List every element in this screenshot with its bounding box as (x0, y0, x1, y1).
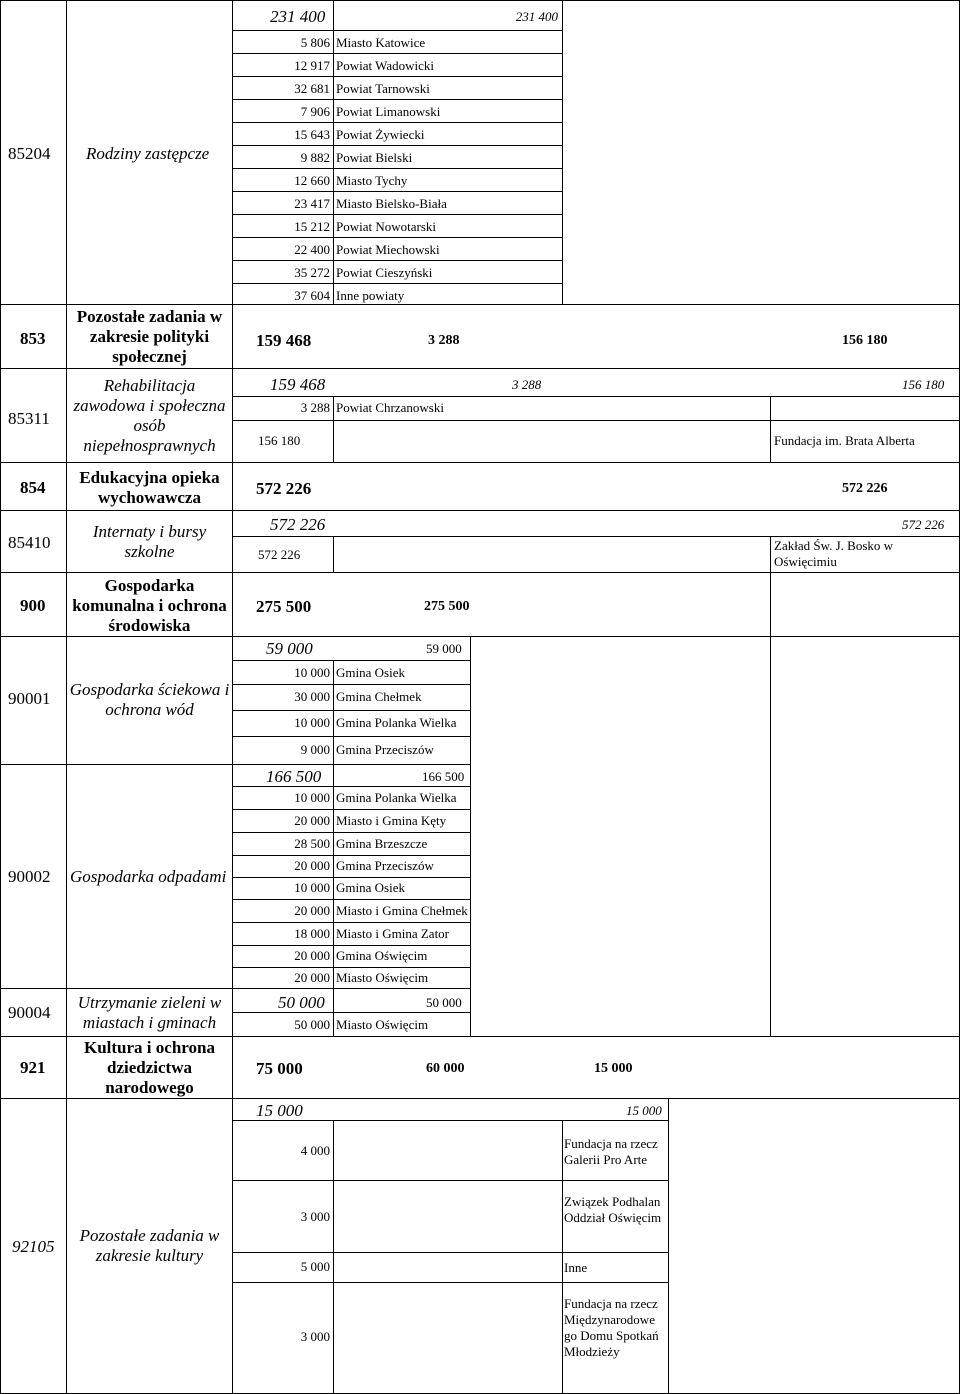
row-sep (232, 237, 563, 238)
row-total: 159 468 (256, 331, 312, 350)
row-name: Utrzymanie zieleni w miastach i gminach (77, 993, 222, 1032)
row-code: 90004 (8, 1003, 51, 1022)
row-name: Kultura i ochrona dziedzictwa narodowego (84, 1038, 215, 1097)
row-sep (232, 899, 471, 900)
entry-amount: 20 000 (294, 903, 330, 918)
row-total: 572 226 (270, 515, 326, 534)
row-sep (232, 764, 471, 765)
entry-amount: 9 882 (300, 150, 330, 165)
row-sep (232, 736, 471, 737)
row-code: 854 (20, 478, 46, 497)
row-sep (232, 462, 960, 463)
entry-recipient: Miasto Bielsko-Biała (336, 196, 447, 211)
row-sep (232, 283, 563, 284)
entry-recipient: Gmina Brzeszcze (336, 836, 428, 851)
row-value-a: 3 288 (428, 333, 460, 348)
col-sep-2 (232, 0, 233, 1394)
row-sep (232, 396, 960, 397)
entry-amount: 10 000 (294, 715, 330, 730)
row-code: 85410 (8, 533, 51, 552)
entry-recipient: Powiat Limanowski (336, 104, 441, 119)
row-total: 59 000 (266, 639, 313, 658)
row-subtotal: 231 400 (515, 9, 558, 24)
entry-amount: 12 660 (294, 173, 330, 188)
row-sep (232, 710, 471, 711)
row-sep (0, 510, 233, 511)
entry-recipient: Powiat Cieszyński (336, 265, 433, 280)
row-value-a: 3 288 (512, 377, 542, 392)
entry-recipient: Powiat Tarnowski (336, 81, 430, 96)
row-sep (232, 572, 960, 573)
row-total: 275 500 (256, 597, 312, 616)
row-name: Gospodarka komunalna i ochrona środowiska (72, 576, 227, 635)
row-sep (232, 30, 563, 31)
row-sep (0, 988, 233, 989)
row-sep (232, 945, 471, 946)
row-sep (232, 988, 471, 989)
row-sep (232, 260, 563, 261)
col-sep (333, 396, 334, 462)
entry-recipient: Miasto i Gmina Kęty (336, 813, 447, 828)
entry-recipient: Miasto Tychy (336, 173, 408, 188)
entry-amount: 20 000 (294, 858, 330, 873)
row-code: 921 (20, 1058, 46, 1077)
row-sep (232, 53, 563, 54)
row-code: 90001 (8, 689, 51, 708)
entry-recipient: Powiat Bielski (336, 150, 413, 165)
row-sep (232, 1120, 669, 1121)
entry-recipient: Inne powiaty (336, 288, 405, 303)
col-sep (333, 660, 334, 1036)
entry-recipient: Gmina Przeciszów (336, 742, 434, 757)
row-sep (232, 510, 960, 511)
entry-amount: 3 000 (300, 1329, 330, 1344)
row-sep (232, 1036, 960, 1037)
row-sep (0, 304, 233, 305)
row-code: 853 (20, 329, 46, 348)
entry-amount: 572 226 (258, 547, 301, 562)
entry-recipient: Powiat Wadowicki (336, 58, 435, 73)
entry-amount: 12 917 (294, 58, 330, 73)
row-sep (232, 99, 563, 100)
entry-recipient: Fundacja na rzecz Galerii Pro Arte (564, 1136, 658, 1167)
row-sep (232, 636, 960, 637)
row-subtotal: 59 000 (426, 641, 462, 656)
entry-recipient: Gmina Przeciszów (336, 858, 434, 873)
entry-recipient: Miasto Oświęcim (336, 970, 429, 985)
col-sep (333, 536, 334, 572)
entry-amount: 30 000 (294, 689, 330, 704)
row-total: 231 400 (270, 7, 326, 26)
entry-amount: 5 000 (300, 1259, 330, 1274)
entry-recipient: Związek Podhalan Oddział Oświęcim (564, 1194, 662, 1225)
entry-amount: 22 400 (294, 242, 330, 257)
row-sep (232, 536, 960, 537)
row-sep (232, 145, 563, 146)
entry-amount: 20 000 (294, 970, 330, 985)
entry-recipient: Miasto i Gmina Chełmek (336, 903, 468, 918)
entry-recipient: Gmina Oświęcim (336, 948, 428, 963)
entry-amount: 15 643 (294, 127, 330, 142)
entry-recipient: Gmina Chełmek (336, 689, 422, 704)
row-sep (232, 855, 471, 856)
entry-amount: 15 212 (294, 219, 330, 234)
entry-amount: 3 288 (300, 400, 330, 415)
row-name: Rehabilitacja zawodowa i społeczna osób niepełnosprawnych (73, 376, 226, 455)
row-sep (0, 368, 233, 369)
row-value-b: 572 226 (842, 481, 888, 496)
row-sep (0, 636, 233, 637)
row-sep (0, 764, 233, 765)
row-sep (232, 967, 471, 968)
row-name: Internaty i bursy szkolne (92, 522, 207, 561)
row-sep (232, 660, 471, 661)
row-sep (232, 877, 471, 878)
row-code: 90002 (8, 867, 51, 886)
col-sep (333, 1120, 334, 1394)
row-sep (232, 304, 960, 305)
entry-amount: 156 180 (258, 433, 301, 448)
row-sep (232, 76, 563, 77)
row-subtotal: 15 000 (626, 1103, 662, 1118)
row-sep (232, 420, 960, 421)
col-sep (668, 1098, 669, 1394)
row-sep (0, 1098, 233, 1099)
row-sep (232, 214, 563, 215)
row-sep (232, 1282, 669, 1283)
entry-recipient: Miasto i Gmina Zator (336, 926, 450, 941)
row-name: Pozostałe zadania w zakresie polityki społecznej (76, 307, 223, 366)
entry-amount: 18 000 (294, 926, 330, 941)
col-sep (770, 396, 771, 462)
entry-recipient: Gmina Osiek (336, 880, 405, 895)
entry-recipient: Powiat Żywiecki (336, 127, 425, 142)
row-total: 572 226 (256, 479, 312, 498)
col-sep (562, 1120, 563, 1394)
entry-recipient: Powiat Nowotarski (336, 219, 437, 234)
row-subtotal: 50 000 (426, 995, 462, 1010)
row-sep (232, 191, 563, 192)
entry-recipient: Powiat Miechowski (336, 242, 440, 257)
row-subtotal: 275 500 (424, 599, 470, 614)
entry-amount: 35 272 (294, 265, 330, 280)
row-value-b: 572 226 (902, 517, 945, 532)
row-sep (232, 684, 471, 685)
row-value-b: 15 000 (594, 1061, 633, 1076)
entry-amount: 10 000 (294, 665, 330, 680)
row-sep (232, 1180, 669, 1181)
row-name: Gospodarka odpadami (70, 867, 227, 886)
entry-amount: 4 000 (300, 1143, 330, 1158)
row-sep (232, 368, 960, 369)
left-border (0, 0, 1, 1394)
row-value-a: 60 000 (426, 1061, 465, 1076)
entry-recipient: Powiat Chrzanowski (336, 400, 444, 415)
row-sep (232, 922, 471, 923)
entry-amount: 37 604 (294, 288, 330, 303)
entry-amount: 20 000 (294, 948, 330, 963)
row-sep (0, 572, 233, 573)
entry-amount: 50 000 (294, 1017, 330, 1032)
row-value-b: 156 180 (902, 377, 945, 392)
entry-amount: 20 000 (294, 813, 330, 828)
col-sep (470, 636, 471, 1036)
row-total: 50 000 (278, 993, 325, 1012)
col-sep (333, 0, 334, 304)
entry-recipient: Gmina Osiek (336, 665, 405, 680)
top-border (0, 0, 960, 1)
entry-recipient: Inne (564, 1260, 588, 1275)
row-sep (232, 786, 471, 787)
row-code: 900 (20, 596, 46, 615)
entry-amount: 5 806 (300, 35, 330, 50)
row-code: 92105 (12, 1237, 55, 1256)
row-total: 159 468 (270, 375, 326, 394)
row-code: 85311 (8, 409, 50, 428)
row-total: 75 000 (256, 1059, 303, 1078)
row-sep (0, 1036, 233, 1037)
row-sep (0, 462, 233, 463)
row-sep (232, 809, 471, 810)
entry-recipient: Gmina Polanka Wielka (336, 715, 457, 730)
row-sep (232, 832, 471, 833)
row-name: Gospodarka ściekowa i ochrona wód (69, 680, 230, 719)
entry-amount: 28 500 (294, 836, 330, 851)
entry-recipient: Miasto Oświęcim (336, 1017, 429, 1032)
row-sep (232, 1012, 471, 1013)
row-name: Rodziny zastępcze (86, 144, 210, 163)
entry-amount: 10 000 (294, 790, 330, 805)
row-sep (232, 122, 563, 123)
entry-recipient: Fundacja im. Brata Alberta (774, 433, 915, 448)
row-sep (232, 1252, 669, 1253)
row-total: 166 500 (266, 767, 322, 786)
row-value-b: 156 180 (842, 333, 888, 348)
col-sep (562, 0, 563, 304)
row-subtotal: 166 500 (422, 769, 465, 784)
row-sep (232, 1098, 960, 1099)
entry-amount: 9 000 (300, 742, 330, 757)
row-name: Pozostałe zadania w zakresie kultury (79, 1226, 220, 1265)
entry-recipient: Miasto Katowice (336, 35, 426, 50)
entry-amount: 3 000 (300, 1209, 330, 1224)
row-sep (232, 168, 563, 169)
col-sep (770, 536, 771, 572)
entry-recipient: Fundacja na rzecz Międzynarodowe go Domu Spotkań Młodzieży (564, 1296, 659, 1359)
row-code: 85204 (8, 144, 51, 163)
entry-amount: 32 681 (294, 81, 330, 96)
entry-amount: 7 906 (300, 104, 330, 119)
entry-amount: 10 000 (294, 880, 330, 895)
row-total: 15 000 (256, 1101, 303, 1120)
entry-recipient: Gmina Polanka Wielka (336, 790, 457, 805)
entry-recipient: Zakład Św. J. Bosko w Oświęcimiu (774, 538, 894, 569)
entry-amount: 23 417 (294, 196, 330, 211)
row-name: Edukacyjna opieka wychowawcza (79, 468, 220, 507)
col-sep (770, 572, 771, 1036)
